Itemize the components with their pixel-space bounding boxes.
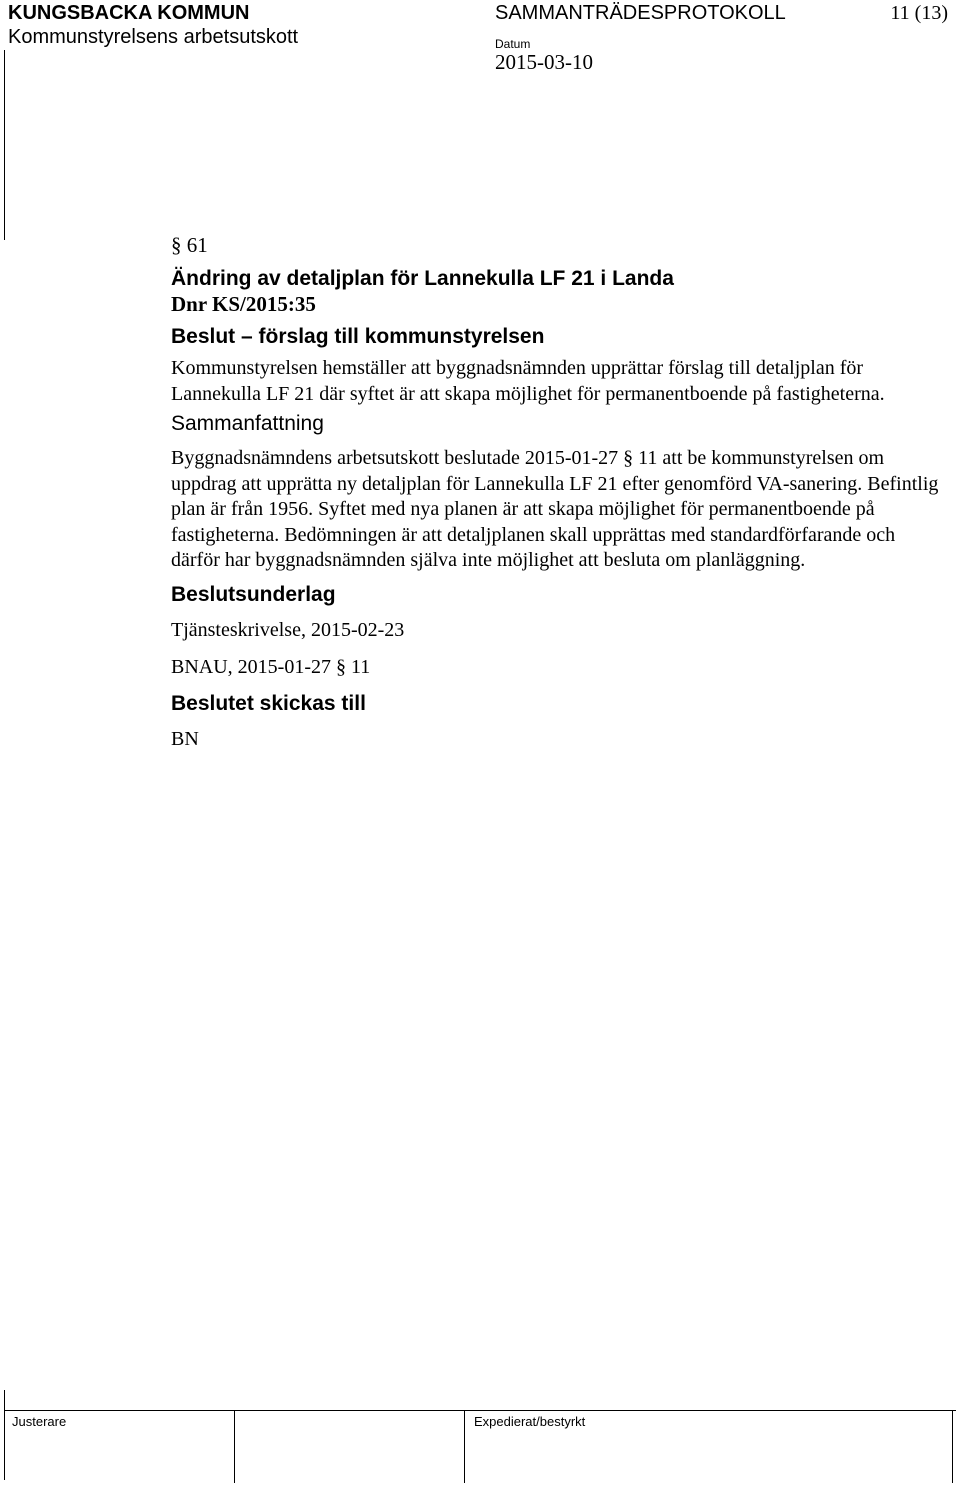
document-type: SAMMANTRÄDESPROTOKOLL	[495, 2, 786, 24]
expedierat-label: Expedierat/bestyrkt	[474, 1414, 586, 1429]
justerare-label: Justerare	[12, 1414, 67, 1429]
send-to-heading: Beslutet skickas till	[171, 691, 366, 715]
organization-name: KUNGSBACKA KOMMUN	[8, 2, 250, 24]
basis-item: Tjänsteskrivelse, 2015-02-23	[171, 618, 405, 641]
section-number: § 61	[171, 233, 208, 257]
basis-heading: Beslutsunderlag	[171, 582, 336, 606]
decision-text: Kommunstyrelsen hemställer att byggnadsnämnden upprättar förslag till detaljplan för Lannekulla LF 21 där syftet är att skapa möjlighet för permanentboende på fastigheterna.	[171, 357, 885, 405]
item-title: Ändring av detaljplan för Lannekulla LF 21 i Landa	[171, 267, 674, 290]
signature-table	[4, 1410, 956, 1483]
basis-item: BNAU, 2015-01-27 § 11	[171, 656, 371, 678]
committee-name: Kommunstyrelsens arbetsutskott	[8, 26, 299, 48]
send-to-item: BN	[171, 727, 199, 750]
date-label: Datum	[495, 37, 531, 51]
page-number: 11 (13)	[890, 2, 948, 24]
protocol-item	[171, 230, 941, 752]
decision-heading: Beslut – förslag till kommunstyrelsen	[171, 325, 545, 348]
margin-rule-top	[4, 50, 5, 240]
summary-heading: Sammanfattning	[171, 412, 324, 435]
signature-divider	[952, 1411, 953, 1483]
signature-divider	[464, 1411, 465, 1483]
case-number: Dnr KS/2015:35	[171, 292, 316, 316]
summary-text: Byggnadsnämndens arbetsutskott beslutade 2015-01-27 § 11 att be kommunstyrelsen om uppdrag att upprätta ny detaljplan för Lannekulla LF 21 efter genomförd VA-sanering. Befintlig plan är från 1956. Syftet med nya planen är att skapa möjlighet för permanentboende på fastigheterna. Bedömningen är att detaljplanen skall upprättas med standardförfarande och därför har byggnadsnämnden själva inte möjlighet att besluta om planläggning.	[171, 447, 939, 571]
date-value: 2015-03-10	[495, 50, 593, 74]
signature-divider	[234, 1411, 235, 1483]
